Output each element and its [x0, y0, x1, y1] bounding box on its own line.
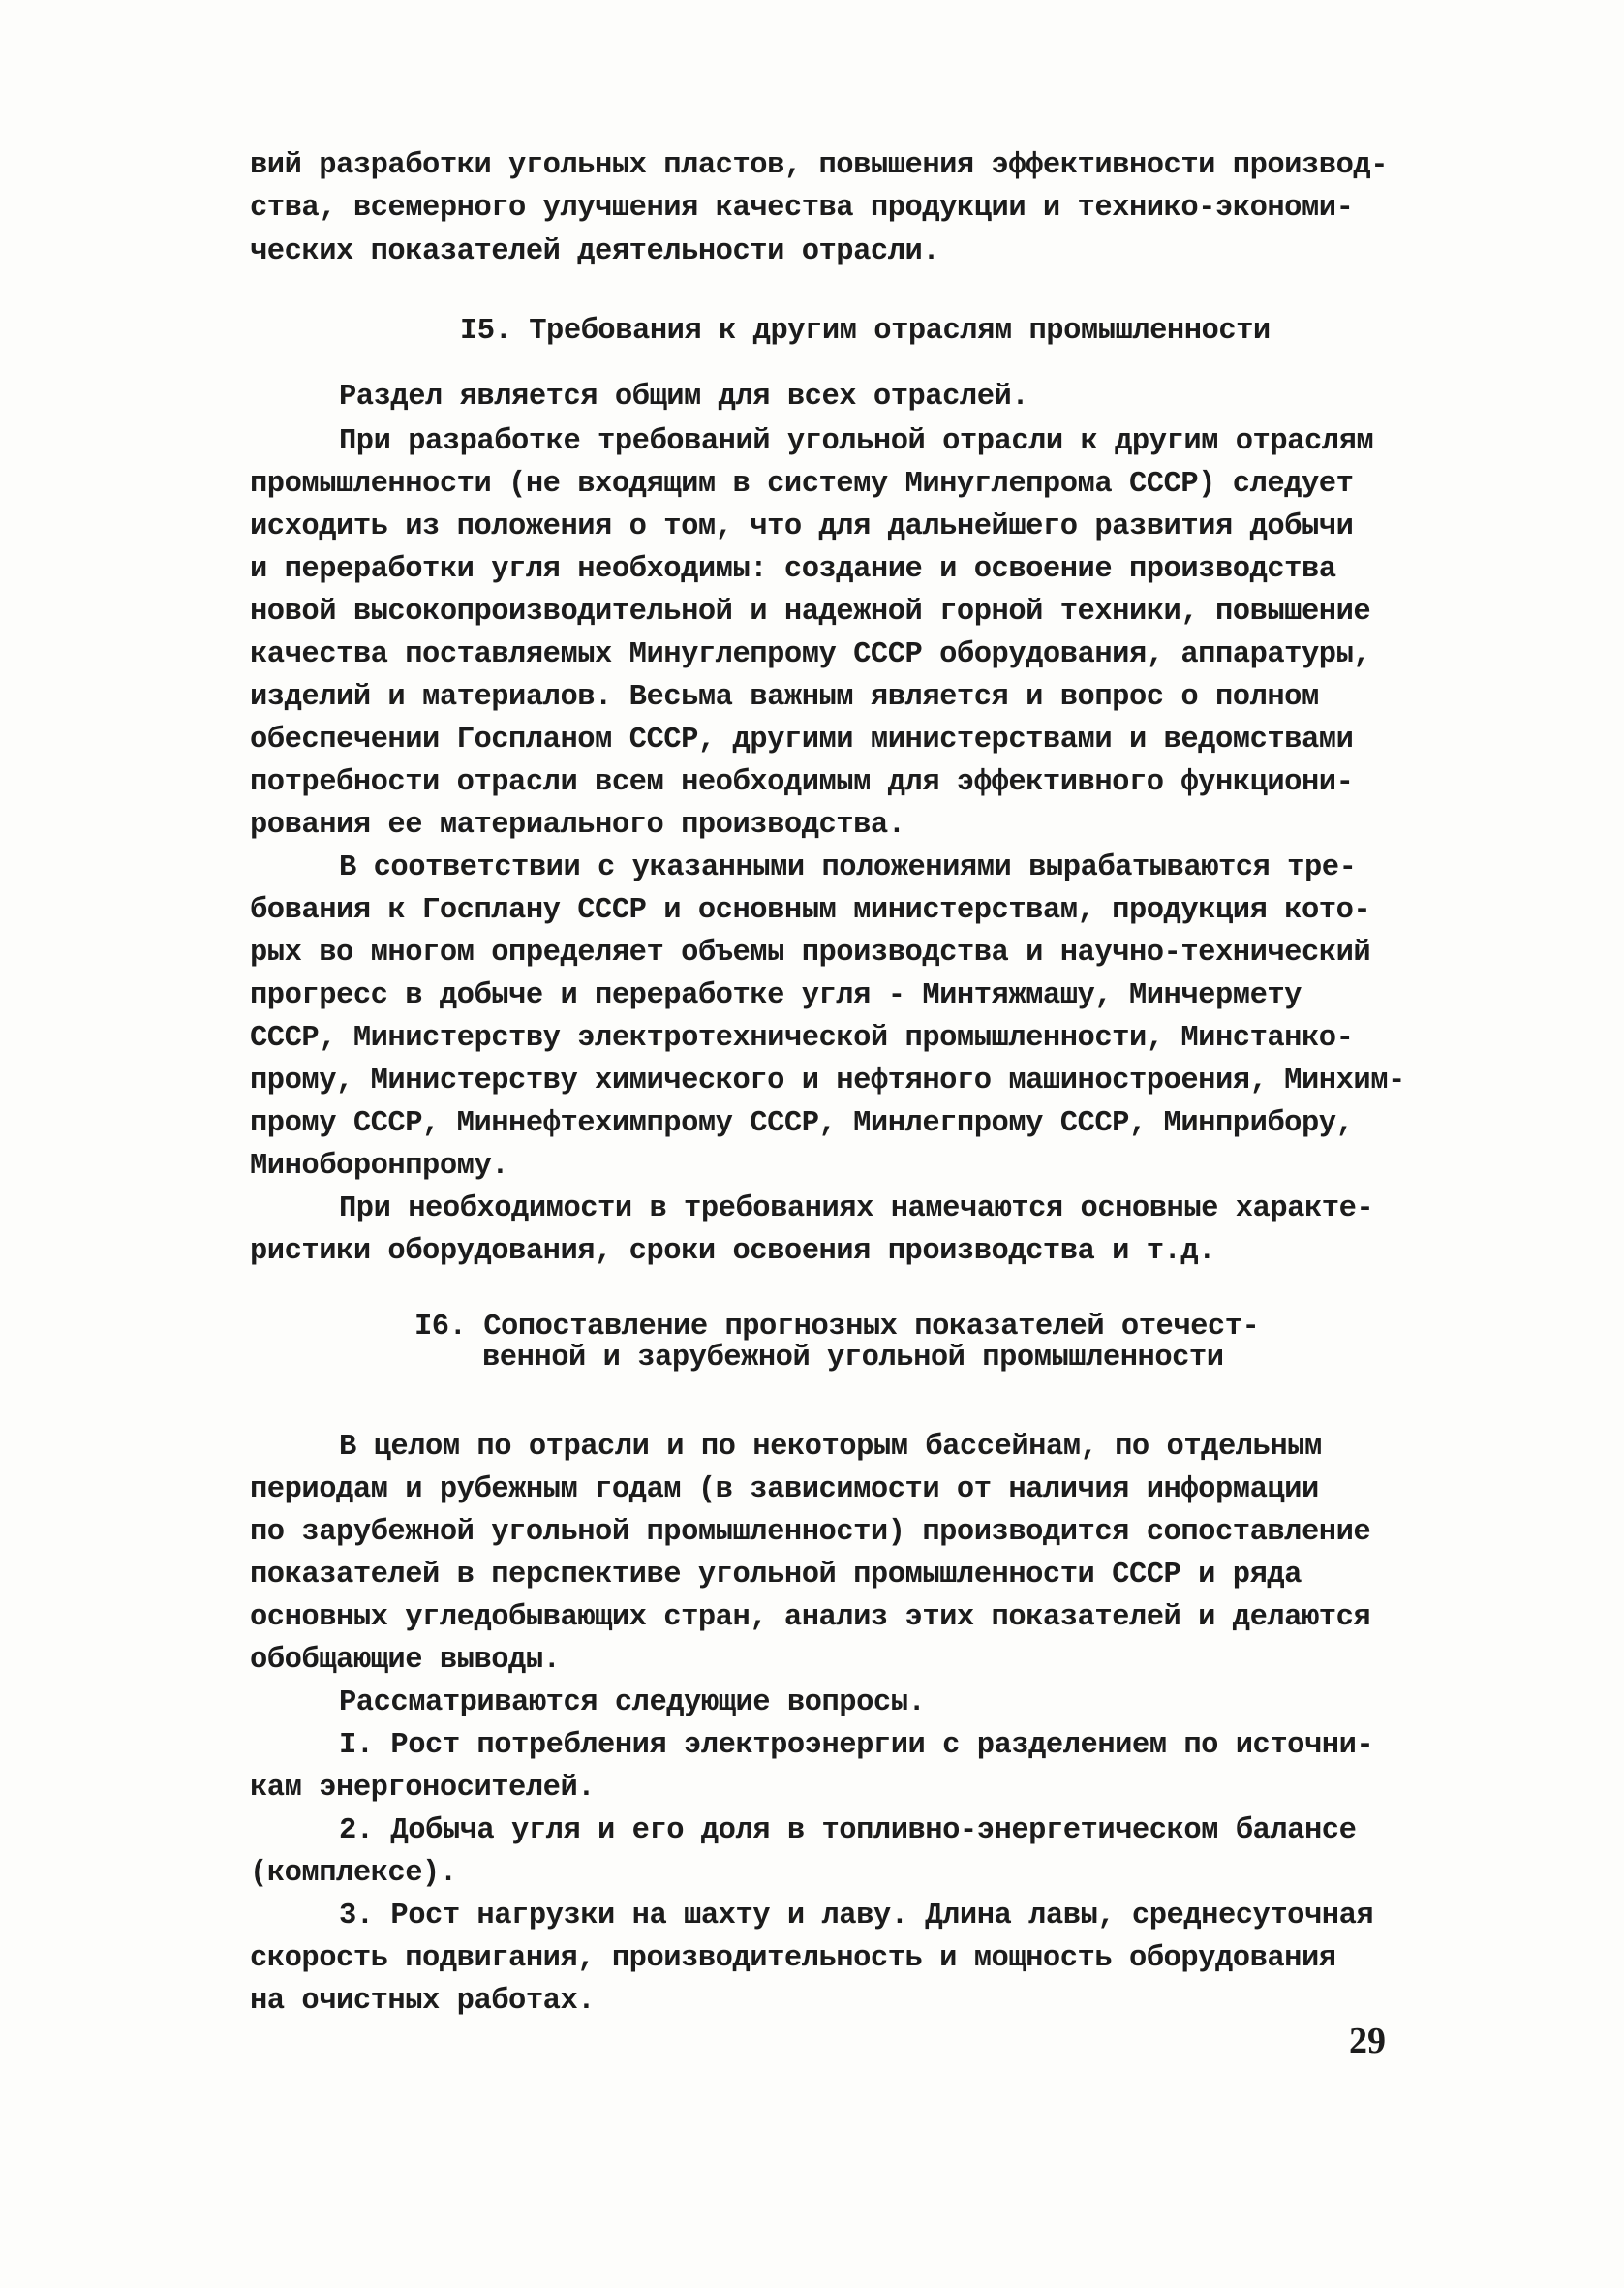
text-line: показателей в перспективе угольной промышленности СССР и ряда: [250, 1559, 1302, 1592]
text-line: обобщающие выводы.: [250, 1644, 561, 1677]
text-line: СССР, Министерству электротехнической промышленности, Минстанко-: [250, 1022, 1354, 1055]
text-line: промышленности (не входящим в систему Минуглепрома СССР) следует: [250, 468, 1354, 501]
text-line: на очистных работах.: [250, 1985, 596, 2018]
text-line: Минобоpонпрому.: [250, 1150, 509, 1183]
text-line: ристики оборудования, сроки освоения производства и т.д.: [250, 1235, 1215, 1268]
text-line: новой высокопроизводительной и надежной горной техники, повышение: [250, 596, 1371, 629]
text-line: потребности отрасли всем необходимым для эффективного функциони-: [250, 766, 1354, 799]
text-line: При разработке требований угольной отрасли к другим отраслям: [339, 425, 1374, 458]
text-line: обеспечении Госпланом СССР, другими министерствами и ведомствами: [250, 724, 1354, 757]
text-line: рых во многом определяет объемы производства и научно-технический: [250, 937, 1371, 970]
text-line: кам энергоносителей.: [250, 1772, 596, 1805]
text-line: прому СССР, Миннефтехимпрому СССР, Минлегпрому СССР, Минприбору,: [250, 1107, 1354, 1140]
text-line: ческих показателей деятельности отрасли.: [250, 235, 940, 268]
page-number: 29: [1349, 2021, 1386, 2061]
text-line: вий разработки угольных пластов, повышения эффективности производ-: [250, 149, 1388, 182]
section-heading-line: венной и зарубежной угольной промышленности: [482, 1342, 1224, 1375]
text-line: скорость подвигания, производительность и мощность оборудования: [250, 1942, 1336, 1975]
text-line: При необходимости в требованиях намечаются основные характе-: [339, 1192, 1374, 1225]
text-line: прогресс в добыче и переработке угля - Минтяжмашу, Минчермету: [250, 979, 1302, 1012]
text-line: I. Рост потребления электроэнергии с разделением по источни-: [339, 1729, 1374, 1762]
text-line: прому, Министерству химического и нефтяного машиностроения, Минхим-: [250, 1065, 1405, 1098]
text-line: В соответствии с указанными положениями вырабатываются тре-: [339, 851, 1357, 884]
text-line: 3. Рост нагрузки на шахту и лаву. Длина лавы, среднесуточная: [339, 1900, 1374, 1932]
text-line: 2. Добыча угля и его доля в топливно-энергетическом балансе: [339, 1814, 1357, 1847]
text-line: основных угледобывающих стран, анализ этих показателей и делаются: [250, 1601, 1371, 1634]
text-line: по зарубежной угольной промышленности) производится сопоставление: [250, 1516, 1371, 1549]
text-line: качества поставляемых Минуглепрому СССР оборудования, аппаратуры,: [250, 638, 1371, 671]
text-line: изделий и материалов. Весьма важным является и вопрос о полном: [250, 681, 1319, 714]
text-line: ства, всемерного улучшения качества продукции и технико-экономи-: [250, 192, 1354, 225]
text-line: рования ее материального производства.: [250, 809, 905, 842]
text-line: В целом по отрасли и по некоторым бассейнам, по отдельным: [339, 1431, 1322, 1464]
text-line: бования к Госплану СССР и основным министерствам, продукция кото-: [250, 894, 1371, 927]
text-line: Раздел является общим для всех отраслей.: [339, 381, 1029, 414]
text-line: периодам и рубежным годам (в зависимости от наличия информации: [250, 1473, 1319, 1506]
section-heading-line: I5. Требования к другим отраслям промышленности: [460, 315, 1271, 348]
text-line: исходить из положения о том, что для дальнейшего развития добычи: [250, 510, 1354, 543]
text-line: Рассматриваются следующие вопросы.: [339, 1686, 926, 1719]
text-line: (комплексе).: [250, 1857, 457, 1890]
text-line: и переработки угля необходимы: создание и освоение производства: [250, 553, 1336, 586]
section-heading-line: I6. Сопоставление прогнозных показателей отечест-: [414, 1311, 1260, 1344]
